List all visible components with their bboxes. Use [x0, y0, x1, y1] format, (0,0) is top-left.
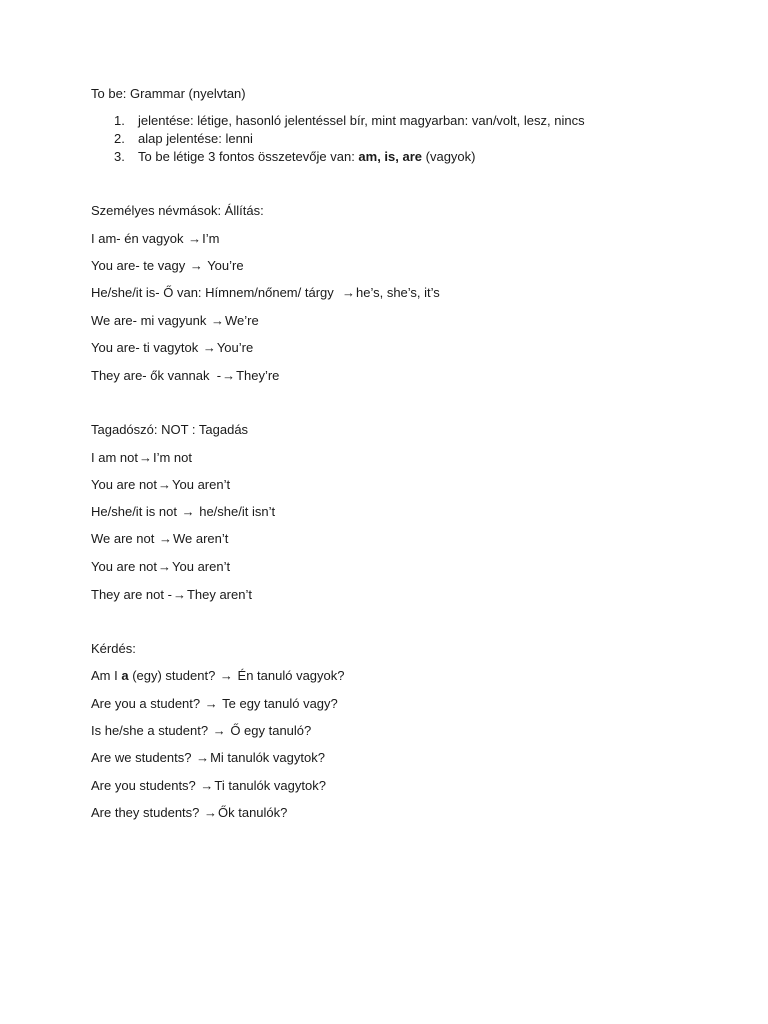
kerdes-line: Are they students? →Ők tanulók?	[91, 805, 288, 820]
list-number: 1.	[114, 113, 125, 128]
list-item-text: alap jelentése: lenni	[138, 131, 253, 146]
arrow-icon: →	[212, 723, 226, 738]
bold-article: a	[121, 668, 129, 683]
arrow-icon: →	[189, 258, 203, 273]
allitas-line: You are- ti vagytok →You’re	[91, 340, 254, 355]
arrow-icon: →	[210, 313, 224, 328]
tagadas-line: He/she/it is not → he/she/it isn’t	[91, 504, 276, 519]
kerdes-line: Am I a (egy) student? → Én tanuló vagyok?	[91, 668, 345, 683]
tagadas-line: You are not→You aren’t	[91, 559, 231, 574]
tagadas-line: They are not -→They aren’t	[91, 587, 252, 602]
section-heading-tagadas: Tagadószó: NOT : Tagadás	[91, 422, 249, 437]
kerdes-line: Are you a student? → Te egy tanuló vagy?	[91, 696, 338, 711]
arrow-icon: →	[204, 696, 218, 711]
document-title: To be: Grammar (nyelvtan)	[91, 86, 246, 101]
arrow-icon: →	[204, 805, 218, 820]
list-item	[91, 113, 585, 131]
arrow-icon: →	[138, 450, 152, 465]
list-item	[91, 131, 585, 149]
tagadas-line: We are not →We aren’t	[91, 531, 229, 546]
arrow-icon: →	[219, 668, 233, 683]
allitas-line: They are- ők vannak -→They’re	[91, 368, 280, 383]
list-number: 3.	[114, 149, 125, 164]
arrow-icon: →	[196, 750, 210, 765]
kerdes-line: Is he/she a student? → Ő egy tanuló?	[91, 723, 312, 738]
arrow-icon: →	[158, 559, 172, 574]
arrow-icon: →	[172, 587, 186, 602]
list-number: 2.	[114, 131, 125, 146]
tagadas-line: You are not→You aren’t	[91, 477, 231, 492]
list-item-text: jelentése: létige, hasonló jelentéssel bír, mint magyarban: van/volt, lesz, nincs	[138, 113, 585, 128]
arrow-icon: →	[222, 368, 236, 383]
list-item-text-before: To be létige 3 fontos összetevője van:	[138, 149, 359, 164]
tagadas-line: I am not→I’m not	[91, 450, 192, 465]
numbered-list	[91, 113, 585, 167]
section-heading-allitas: Személyes névmások: Állítás:	[91, 203, 264, 218]
arrow-icon: →	[181, 504, 195, 519]
arrow-icon: →	[202, 340, 216, 355]
arrow-icon: →	[188, 231, 202, 246]
arrow-icon: →	[341, 285, 355, 300]
list-item-text-after: (vagyok)	[422, 149, 476, 164]
kerdes-line: Are you students? →Ti tanulók vagytok?	[91, 778, 326, 793]
allitas-line: We are- mi vagyunk →We’re	[91, 313, 259, 328]
arrow-icon: →	[158, 477, 172, 492]
arrow-icon: →	[200, 778, 214, 793]
kerdes-line: Are we students? →Mi tanulók vagytok?	[91, 750, 325, 765]
allitas-line: I am- én vagyok →I’m	[91, 231, 220, 246]
list-item-bold: am, is, are	[358, 149, 423, 164]
allitas-line: He/she/it is- Ő van: Hímnem/nőnem/ tárgy →he’s, she’s, it’s	[91, 285, 440, 300]
allitas-line: You are- te vagy → You’re	[91, 258, 244, 273]
arrow-icon: →	[158, 531, 172, 546]
section-heading-kerdes: Kérdés:	[91, 641, 136, 656]
list-item	[91, 149, 585, 167]
